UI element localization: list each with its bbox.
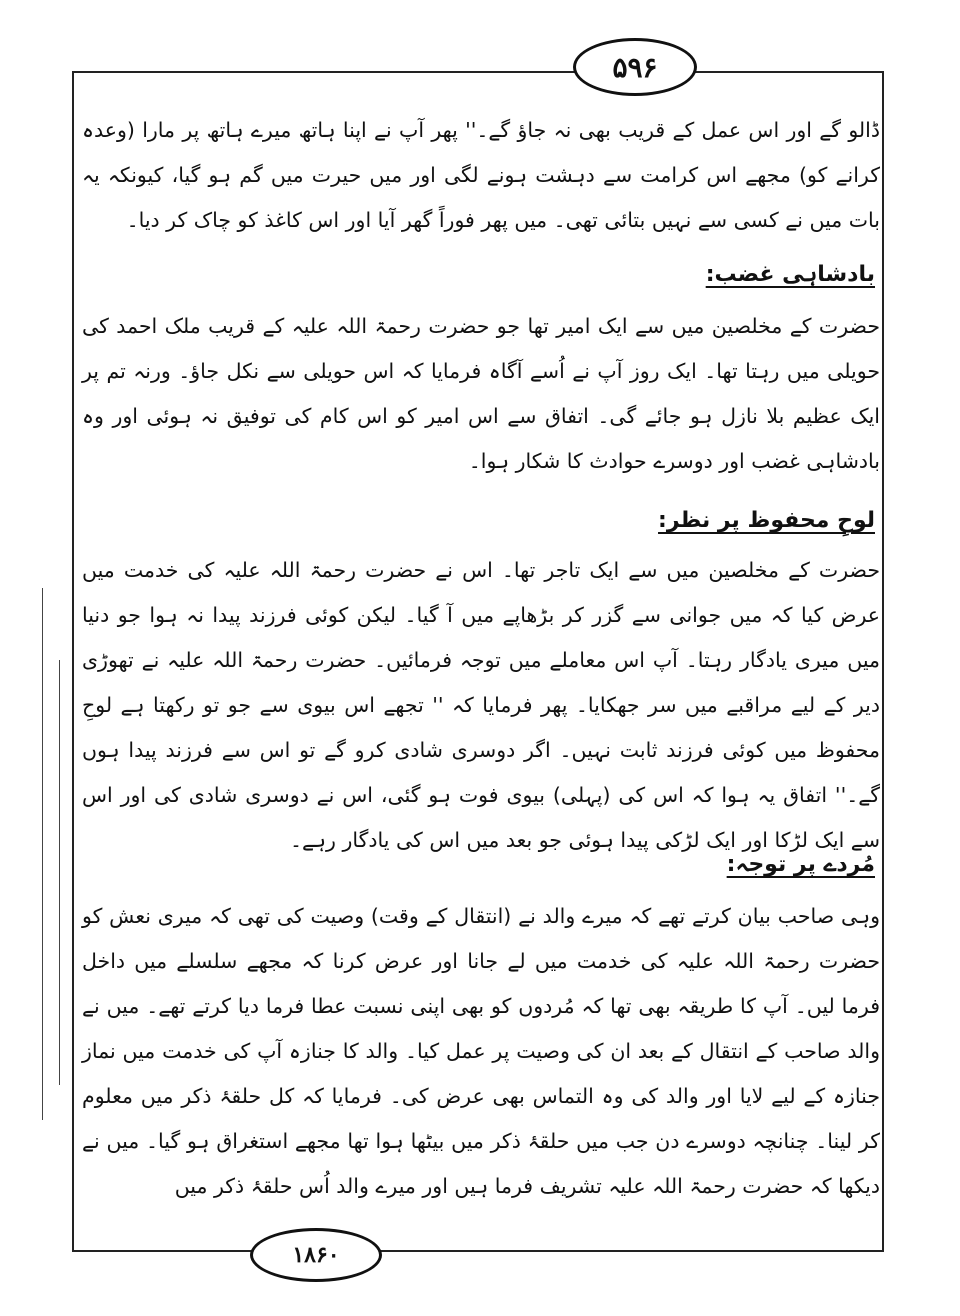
paragraph-1 — [82, 304, 880, 484]
frame-bottom-right — [376, 1250, 884, 1252]
paragraph-text: وہی صاحب بیان کرتے تھے کہ میرے والد نے (انتقال کے وقت) وصیت کی تھی کہ میری نعش کو حضرت رحمۃ اللہ علیہ کی خدمت میں لے جانا اور عرض کرنا کہ مجھے سلسلے میں داخل فرما لیں۔ آپ کا طریقہ بھی تھا کہ مُردوں کو بھی اپنی نسبت عطا فرما دیا کرتے تھے۔ میں نے والد صاحب کے انتقال کے بعد ان کی وصیت پر عمل کیا۔ والد کا جنازہ آپ کی خدمت میں نماز جنازہ کے لیے لایا اور والد کی وہ التماس بھی عرض کی۔ فرمایا کہ کل حلقۂ ذکر میں معلوم کر لینا۔ چنانچہ دوسرے دن جب میں حلقۂ ذکر میں بیٹھا ہوا تھا مجھے استغراق ہو گیا۔ میں نے دیکھا کہ حضرت رحمۃ اللہ علیہ تشریف فرما ہیں اور میرے والد اُس حلقۂ ذکر میں — [82, 904, 880, 1198]
frame-inner-line — [59, 660, 60, 1085]
frame-top-right — [688, 71, 884, 73]
paragraph-text: حضرت کے مخلصین میں سے ایک امیر تھا جو حضرت رحمۃ اللہ علیہ کے قریب ملک احمد کی حویلی میں رہتا تھا۔ ایک روز آپ نے اُسے آگاہ فرمایا کہ اس حویلی سے نکل جاؤ۔ ورنہ تم پر ایک عظیم بلا نازل ہو جائے گی۔ اتفاق سے اس امیر کو اس کام کی توفیق نہ ہوئی اور وہ بادشاہی غضب اور دوسرے حوادث کا شکار ہوا۔ — [82, 314, 880, 473]
frame-inner-line — [42, 588, 43, 1120]
section-heading: مُردے پر توجہ: — [726, 852, 875, 877]
paragraph-text: حضرت کے مخلصین میں سے ایک تاجر تھا۔ اس نے حضرت رحمۃ اللہ علیہ کی خدمت میں عرض کیا کہ میں جوانی سے گزر کر بڑھاپے میں آ گیا۔ لیکن کوئی فرزند پیدا نہ ہوا جو دنیا میں میری یادگار رہتا۔ آپ اس معاملے میں توجہ فرمائیں۔ حضرت رحمۃ اللہ علیہ نے تھوڑی دیر کے لیے مراقبے میں سر جھکایا۔ پھر فرمایا کہ '' تجھے اس بیوی سے جو تو رکھتا ہے لوحِ محفوظ میں کوئی فرزند ثابت نہیں۔ اگر دوسری شادی کرو گے تو اس سے فرزند پیدا ہوں گے۔'' اتفاق یہ ہوا کہ اس کی (پہلی) بیوی فوت ہو گئی، اس نے دوسری شادی کی اور اس سے ایک لڑکا اور ایک لڑکی پیدا ہوئی جو بعد میں اس کی یادگار رہے۔ — [82, 558, 880, 852]
section-heading: بادشاہی غضب: — [705, 262, 875, 287]
paragraph-text: ڈالو گے اور اس عمل کے قریب بھی نہ جاؤ گے۔'' پھر آپ نے اپنا ہاتھ میرے ہاتھ پر مارا (وعدہ کرانے کو) مجھے اس کرامت سے دہشت ہونے لگی اور میں حیرت میں گم ہو گیا، کیونکہ یہ بات میں نے کسی سے نہیں بتائی تھی۔ میں پھر فوراً گھر آیا اور اس کاغذ کو چاک کر دیا۔ — [82, 118, 880, 232]
frame-right — [882, 71, 884, 1251]
frame-bottom-left — [72, 1250, 252, 1252]
frame-top-left — [72, 71, 577, 73]
page-number-top: ۵۹۶ — [573, 38, 697, 96]
frame-left — [72, 71, 74, 1251]
page-number-bottom: ۱۸۶۰ — [250, 1228, 382, 1282]
paragraph-3 — [82, 894, 880, 1209]
paragraph-intro — [82, 108, 880, 243]
paragraph-2 — [82, 548, 880, 863]
section-heading: لوحِ محفوظ پر نظر: — [658, 508, 875, 533]
